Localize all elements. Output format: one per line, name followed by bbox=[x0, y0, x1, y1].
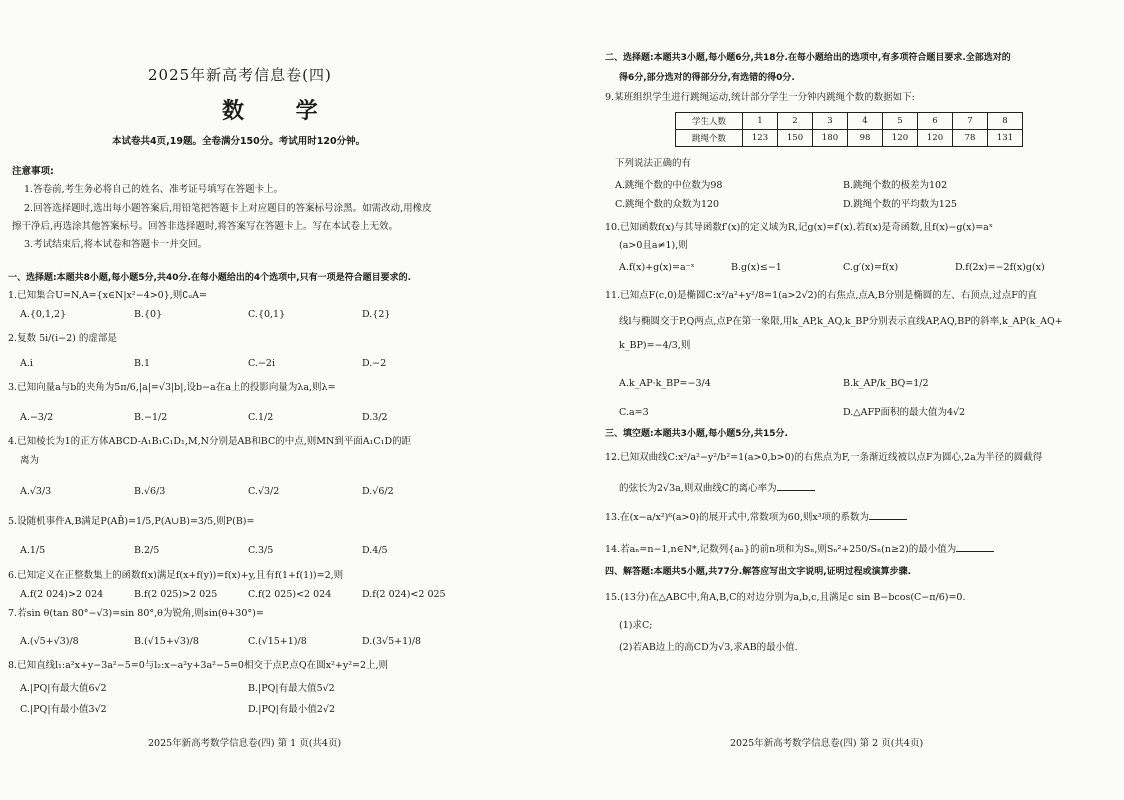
q9-option-c: C.跳绳个数的众数为120 bbox=[615, 199, 720, 210]
q8-option-c: C.|PQ|有最小值3√2 bbox=[20, 704, 107, 715]
q3-option-d: D.3/2 bbox=[362, 412, 388, 423]
question-7: 7.若sin θ(tan 80°−√3)=sin 80°,θ为锐角,则sin(θ+30°)= bbox=[8, 608, 264, 619]
q7-option-a: A.(√5+√3)/8 bbox=[20, 636, 79, 647]
question-4: 4.已知棱长为1的正方体ABCD-A₁B₁C₁D₁,M,N分别是AB和BC的中点,则MN到平面A₁C₁D的距 bbox=[8, 436, 412, 447]
question-11-cont: 线l与椭圆交于P,Q两点,点P在第一象限,用k_AP,k_AQ,k_BP分别表示直线AP,AQ,BP的斜率,k_AP(k_AQ+ bbox=[619, 316, 1063, 327]
q5-option-c: C.3/5 bbox=[248, 545, 274, 556]
table-cell: 1 bbox=[743, 113, 778, 130]
q6-option-a: A.f(2 024)>2 024 bbox=[20, 589, 104, 600]
q8-option-a: A.|PQ|有最大值6√2 bbox=[20, 683, 107, 694]
q7-option-d: D.(3√5+1)/8 bbox=[362, 636, 422, 647]
notice-2: 2.回答选择题时,选出每小题答案后,用铅笔把答题卡上对应题目的答案标号涂黑。如需改动,用橡皮 bbox=[24, 203, 432, 214]
q6-option-b: B.f(2 025)>2 025 bbox=[134, 589, 218, 600]
q4-option-d: D.√6/2 bbox=[362, 486, 394, 497]
table-cell: 4 bbox=[848, 113, 883, 130]
question-15-part-1: (1)求C; bbox=[619, 620, 653, 631]
question-5: 5.设随机事件A,B满足P(AB̄)=1/5,P(A∪B)=3/5,则P(B)= bbox=[8, 516, 255, 527]
question-1: 1.已知集合U=N,A={x∈N|x²−4>0},则∁ᵤA= bbox=[8, 290, 207, 301]
q1-option-b: B.{0} bbox=[134, 309, 163, 320]
q1-option-c: C.{0,1} bbox=[248, 309, 286, 320]
table-cell: 3 bbox=[813, 113, 848, 130]
q10-option-b: B.g(x)≤−1 bbox=[731, 262, 782, 273]
table-cell: 5 bbox=[883, 113, 918, 130]
page-2 bbox=[575, 0, 1120, 800]
question-8: 8.已知直线l₁:a²x+y−3a²−5=0与l₂:x−a²y+3a²−5=0相交于点P,点Q在圆x²+y²=2上,则 bbox=[8, 660, 389, 671]
q7-option-c: C.(√15+1)/8 bbox=[248, 636, 307, 647]
q7-option-b: B.(√15+√3)/8 bbox=[134, 636, 199, 647]
table-cell: 123 bbox=[743, 130, 778, 147]
question-14-text: 14.若aₙ=n−1,n∈N*,记数列{aₙ}的前n项和为Sₙ,则Sₙ²+250/Sₙ(n≥2)的最小值为 bbox=[605, 544, 957, 555]
q14-answer-blank bbox=[956, 542, 994, 552]
question-11-cont-2: k_BP)=−4/3,则 bbox=[619, 340, 691, 351]
q4-option-a: A.√3/3 bbox=[20, 486, 52, 497]
page-1 bbox=[0, 0, 560, 800]
q1-option-d: D.{2} bbox=[362, 309, 391, 320]
table-cell: 2 bbox=[778, 113, 813, 130]
table-cell: 180 bbox=[813, 130, 848, 147]
q13-answer-blank bbox=[869, 510, 907, 520]
q5-option-d: D.4/5 bbox=[362, 545, 388, 556]
q10-option-c: C.g′(x)=f(x) bbox=[843, 262, 899, 273]
question-14 bbox=[605, 542, 994, 556]
notice-3: 3.考试结束后,将本试卷和答题卡一并交回。 bbox=[24, 239, 208, 250]
table-row-label: 跳绳个数 bbox=[676, 130, 743, 147]
q12-answer-blank bbox=[777, 481, 815, 491]
q6-option-c: C.f(2 025)<2 024 bbox=[248, 589, 332, 600]
notice-2-cont: 擦干净后,再选涂其他答案标号。回答非选择题时,将答案写在答题卡上。写在本试卷上无效。 bbox=[12, 221, 399, 232]
page-1-footer: 2025年新高考数学信息卷(四) 第 1 页(共4页) bbox=[148, 738, 342, 749]
table-cell: 78 bbox=[953, 130, 988, 147]
q3-option-a: A.−3/2 bbox=[20, 412, 54, 423]
q5-option-b: B.2/5 bbox=[134, 545, 160, 556]
q10-option-a: A.f(x)+g(x)=a⁻ˣ bbox=[619, 262, 695, 273]
table-cell: 120 bbox=[883, 130, 918, 147]
table-cell: 120 bbox=[918, 130, 953, 147]
q1-option-a: A.{0,1,2} bbox=[20, 309, 67, 320]
question-4-cont: 离为 bbox=[20, 455, 40, 466]
question-10-cont: (a>0且a≠1),则 bbox=[619, 240, 688, 251]
section-3-header: 三、填空题:本题共3小题,每小题5分,共15分. bbox=[605, 429, 788, 439]
q10-option-d: D.f(2x)=−2f(x)g(x) bbox=[955, 262, 1045, 273]
question-2: 2.复数 5i/(i−2) 的虚部是 bbox=[8, 333, 117, 344]
q9-option-d: D.跳绳个数的平均数为125 bbox=[843, 199, 957, 210]
q6-option-d: D.f(2 024)<2 025 bbox=[362, 589, 446, 600]
q11-option-b: B.k_AP/k_BQ=1/2 bbox=[843, 378, 929, 389]
notice-title: 注意事项: bbox=[12, 166, 54, 177]
table-cell: 150 bbox=[778, 130, 813, 147]
q8-option-b: B.|PQ|有最大值5√2 bbox=[248, 683, 335, 694]
question-15: 15.(13分)在△ABC中,角A,B,C的对边分别为a,b,c,且满足c sin B−bcos(C−π/6)=0. bbox=[605, 592, 966, 603]
table-cell: 131 bbox=[988, 130, 1023, 147]
q2-option-b: B.1 bbox=[134, 358, 151, 369]
question-12: 12.已知双曲线C:x²/a²−y²/b²=1(a>0,b>0)的右焦点为F,一条渐近线被以点F为圆心,2a为半径的圆截得 bbox=[605, 452, 1043, 463]
question-9-prompt: 下列说法正确的有 bbox=[615, 158, 692, 169]
question-12-text: 的弦长为2√3a,则双曲线C的离心率为 bbox=[619, 483, 777, 494]
table-cell: 8 bbox=[988, 113, 1023, 130]
table-cell: 6 bbox=[918, 113, 953, 130]
q9-option-b: B.跳绳个数的极差为102 bbox=[843, 180, 948, 191]
section-1-header: 一、选择题:本题共8小题,每小题5分,共40分.在每小题给出的4个选项中,只有一项是符合题目要求的. bbox=[8, 273, 412, 283]
section-4-header: 四、解答题:本题共5小题,共77分.解答应写出文字说明,证明过程或演算步骤. bbox=[605, 567, 912, 577]
q4-option-c: C.√3/2 bbox=[248, 486, 280, 497]
q3-option-b: B.−1/2 bbox=[134, 412, 168, 423]
table-row bbox=[676, 113, 1023, 130]
question-12-cont bbox=[619, 481, 815, 495]
question-3: 3.已知向量a与b的夹角为5π/6,|a|=√3|b|,设b−a在a上的投影向量为λa,则λ= bbox=[8, 382, 336, 393]
q2-option-d: D.−2 bbox=[362, 358, 387, 369]
question-13 bbox=[605, 510, 907, 524]
table-row-label: 学生人数 bbox=[676, 113, 743, 130]
section-2-header: 二、选择题:本题共3小题,每小题6分,共18分.在每小题给出的选项中,有多项符合题目要求.全部选对的 bbox=[605, 53, 1011, 63]
jump-rope-table bbox=[675, 112, 1023, 147]
question-9: 9.某班组织学生进行跳绳运动,统计部分学生一分钟内跳绳个数的数据如下: bbox=[605, 92, 915, 103]
q3-option-c: C.1/2 bbox=[248, 412, 274, 423]
q9-option-a: A.跳绳个数的中位数为98 bbox=[615, 180, 723, 191]
section-2-header-cont: 得6分,部分选对的得部分分,有选错的得0分. bbox=[619, 73, 795, 83]
q8-option-d: D.|PQ|有最小值2√2 bbox=[248, 704, 336, 715]
exam-info: 本试卷共4页,19题。全卷满分150分。考试用时120分钟。 bbox=[112, 136, 366, 147]
q2-option-c: C.−2i bbox=[248, 358, 275, 369]
question-13-text: 13.在(x−a/x²)⁶(a>0)的展开式中,常数项为60,则x³项的系数为 bbox=[605, 512, 870, 523]
question-6: 6.已知定义在正整数集上的函数f(x)满足f(x+f(y))=f(x)+y,且有f(1+f(1))=2,则 bbox=[8, 570, 344, 581]
q4-option-b: B.√6/3 bbox=[134, 486, 166, 497]
subject-title: 数 学 bbox=[222, 98, 340, 124]
question-11: 11.已知点F(c,0)是椭圆C:x²/a²+y²/8=1(a>2√2)的右焦点,点A,B分别是椭圆的左、右顶点,过点F的直 bbox=[605, 290, 1037, 301]
page-2-footer: 2025年新高考数学信息卷(四) 第 2 页(共4页) bbox=[730, 738, 924, 749]
table-cell: 7 bbox=[953, 113, 988, 130]
question-15-part-2: (2)若AB边上的高CD为√3,求AB的最小值. bbox=[619, 642, 798, 653]
table-row bbox=[676, 130, 1023, 147]
q11-option-c: C.a=3 bbox=[619, 407, 649, 418]
question-10: 10.已知函数f(x)与其导函数f′(x)的定义域为R,记g(x)=f′(x).若f(x)是奇函数,且f(x)−g(x)=aˣ bbox=[605, 222, 993, 233]
q11-option-d: D.△AFP面积的最大值为4√2 bbox=[843, 407, 966, 418]
exam-title: 2025年新高考信息卷(四) bbox=[148, 66, 332, 84]
q2-option-a: A.i bbox=[20, 358, 33, 369]
q11-option-a: A.k_AP·k_BP=−3/4 bbox=[619, 378, 711, 389]
table-cell: 98 bbox=[848, 130, 883, 147]
notice-1: 1.答卷前,考生务必将自己的姓名、准考证号填写在答题卡上。 bbox=[24, 184, 284, 195]
q5-option-a: A.1/5 bbox=[20, 545, 46, 556]
